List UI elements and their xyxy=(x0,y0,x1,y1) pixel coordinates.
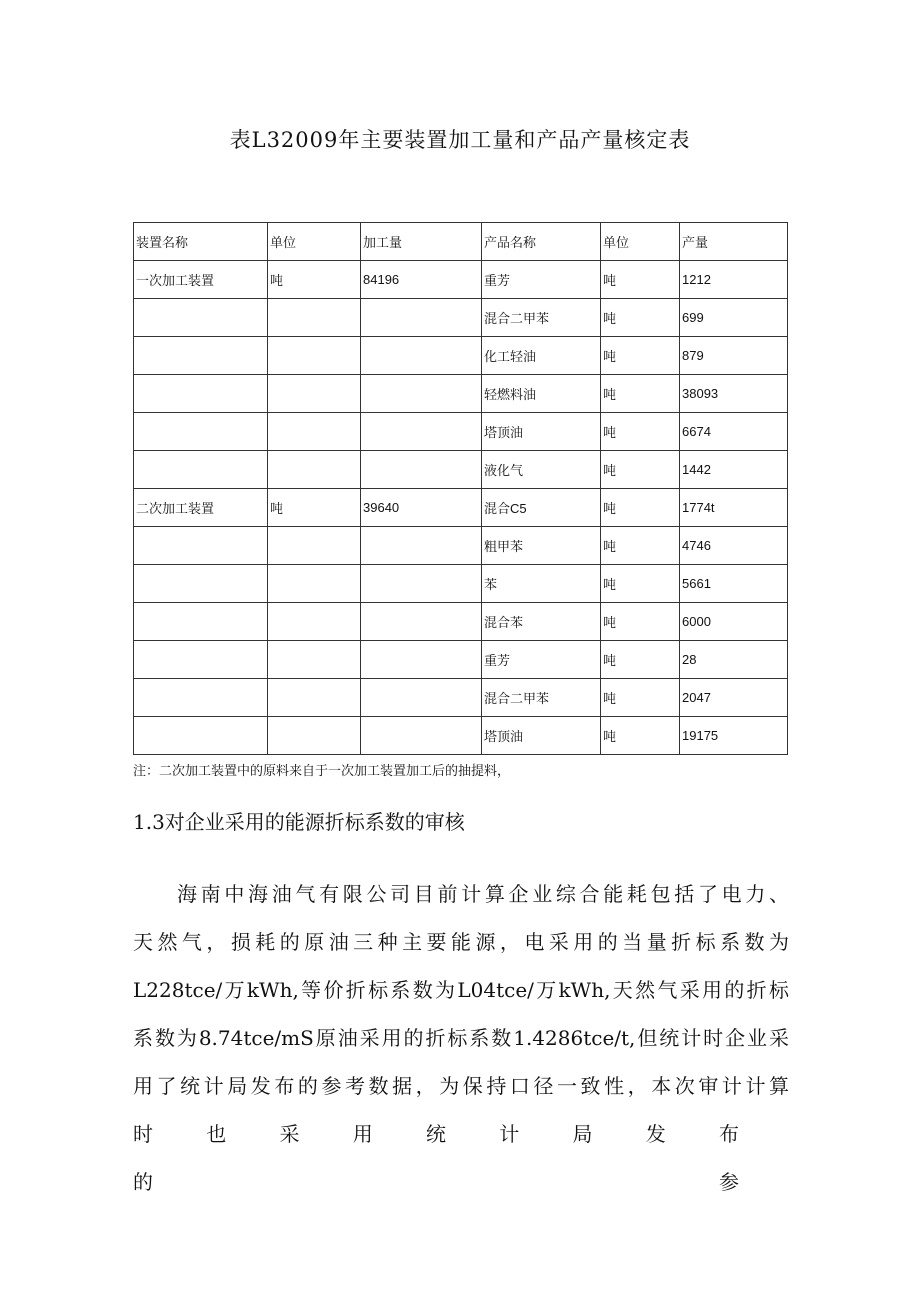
header-cell: 单位 xyxy=(268,223,361,261)
table-cell: 吨 xyxy=(601,679,680,717)
table-cell: 吨 xyxy=(268,261,361,299)
table-cell: 吨 xyxy=(601,489,680,527)
table-cell xyxy=(361,451,482,489)
production-table xyxy=(133,222,788,755)
section-heading: 1.3对企业采用的能源折标系数的审核 xyxy=(133,810,465,834)
table-cell: 液化气 xyxy=(482,451,601,489)
table-cell xyxy=(134,337,268,375)
table-row xyxy=(134,527,788,565)
table-cell: 吨 xyxy=(601,451,680,489)
table-cell xyxy=(134,641,268,679)
table-cell: 吨 xyxy=(601,337,680,375)
paragraph-line: 系数为8.74tce/mS原油采用的折标系数1.4286tce/t,但统计时企业采 xyxy=(133,1026,789,1050)
table-cell: 重芳 xyxy=(482,261,601,299)
table-cell: 879 xyxy=(680,337,788,375)
table-cell xyxy=(268,527,361,565)
table-cell: 一次加工装置 xyxy=(134,261,268,299)
table-cell xyxy=(361,641,482,679)
table-cell xyxy=(134,527,268,565)
table-cell xyxy=(268,375,361,413)
table-cell: 6674 xyxy=(680,413,788,451)
table-cell: 吨 xyxy=(268,489,361,527)
table-row xyxy=(134,489,788,527)
table-cell: 混合C5 xyxy=(482,489,601,527)
table-cell xyxy=(134,451,268,489)
table-cell xyxy=(268,565,361,603)
header-cell: 产品名称 xyxy=(482,223,601,261)
table-cell: 6000 xyxy=(680,603,788,641)
header-cell: 加工量 xyxy=(361,223,482,261)
table-cell: 1774t xyxy=(680,489,788,527)
table-cell xyxy=(268,299,361,337)
table-cell: 吨 xyxy=(601,299,680,337)
table-cell xyxy=(361,527,482,565)
table-cell: 38093 xyxy=(680,375,788,413)
table-cell: 轻燃料油 xyxy=(482,375,601,413)
table-cell xyxy=(268,451,361,489)
table-row xyxy=(134,337,788,375)
table-cell: 重芳 xyxy=(482,641,601,679)
table-row xyxy=(134,603,788,641)
table-cell: 吨 xyxy=(601,261,680,299)
table-cell: 塔顶油 xyxy=(482,717,601,755)
table-header-row xyxy=(134,223,788,261)
table-cell xyxy=(134,299,268,337)
table-cell: 吨 xyxy=(601,413,680,451)
table-cell: 混合二甲苯 xyxy=(482,299,601,337)
table-row xyxy=(134,679,788,717)
table-cell: 39640 xyxy=(361,489,482,527)
table-cell xyxy=(268,641,361,679)
table-cell: 4746 xyxy=(680,527,788,565)
table-cell: 699 xyxy=(680,299,788,337)
table-cell: 苯 xyxy=(482,565,601,603)
table-cell xyxy=(134,375,268,413)
table-cell: 吨 xyxy=(601,565,680,603)
table-row xyxy=(134,717,788,755)
paragraph-line: 天然气，损耗的原油三种主要能源，电采用的当量折标系数为 xyxy=(133,930,789,954)
table-cell: 2047 xyxy=(680,679,788,717)
table-cell xyxy=(268,603,361,641)
table-cell: 粗甲苯 xyxy=(482,527,601,565)
table-cell xyxy=(268,679,361,717)
table-cell xyxy=(361,375,482,413)
table-cell: 5661 xyxy=(680,565,788,603)
header-cell: 单位 xyxy=(601,223,680,261)
table-cell: 混合二甲苯 xyxy=(482,679,601,717)
table-cell xyxy=(361,565,482,603)
table-cell: 二次加工装置 xyxy=(134,489,268,527)
table-cell xyxy=(268,717,361,755)
table-note: 注：二次加工装置中的原料来自于一次加工装置加工后的抽提料， xyxy=(133,764,511,779)
table-cell: 84196 xyxy=(361,261,482,299)
table-cell xyxy=(134,565,268,603)
table-row xyxy=(134,565,788,603)
table-cell xyxy=(134,679,268,717)
paragraph-line: L228tce/万kWh,等价折标系数为L04tce/万kWh,天然气采用的折标 xyxy=(133,978,789,1002)
body-paragraph xyxy=(133,870,789,1206)
table-cell: 吨 xyxy=(601,375,680,413)
table-cell xyxy=(268,337,361,375)
table-cell: 塔顶油 xyxy=(482,413,601,451)
table-cell xyxy=(268,413,361,451)
paragraph-line: 用了统计局发布的参考数据，为保持口径一致性，本次审计计算 xyxy=(133,1074,789,1098)
table-cell: 28 xyxy=(680,641,788,679)
table-title: 表L32009年主要装置加工量和产品产量核定表 xyxy=(229,128,691,152)
table-cell xyxy=(134,717,268,755)
table-cell xyxy=(361,413,482,451)
paragraph-line: 海南中海油气有限公司目前计算企业综合能耗包括了电力、 xyxy=(177,882,789,906)
table-cell: 19175 xyxy=(680,717,788,755)
table-cell: 吨 xyxy=(601,527,680,565)
table-cell: 混合苯 xyxy=(482,603,601,641)
header-cell: 装置名称 xyxy=(134,223,268,261)
table-cell: 吨 xyxy=(601,641,680,679)
table-cell xyxy=(134,603,268,641)
table-row xyxy=(134,375,788,413)
table-cell xyxy=(361,717,482,755)
table-cell: 吨 xyxy=(601,603,680,641)
table-cell: 1442 xyxy=(680,451,788,489)
table-row xyxy=(134,451,788,489)
table-cell xyxy=(361,299,482,337)
table-cell: 化工轻油 xyxy=(482,337,601,375)
table-cell xyxy=(361,603,482,641)
table-cell: 1212 xyxy=(680,261,788,299)
header-cell: 产量 xyxy=(680,223,788,261)
table-cell xyxy=(361,337,482,375)
table-cell xyxy=(361,679,482,717)
table-row xyxy=(134,299,788,337)
table-row xyxy=(134,261,788,299)
table-cell: 吨 xyxy=(601,717,680,755)
table-row xyxy=(134,413,788,451)
table-cell xyxy=(134,413,268,451)
paragraph-line: 时也采用统计局发布的参 xyxy=(133,1122,789,1194)
table-row xyxy=(134,641,788,679)
